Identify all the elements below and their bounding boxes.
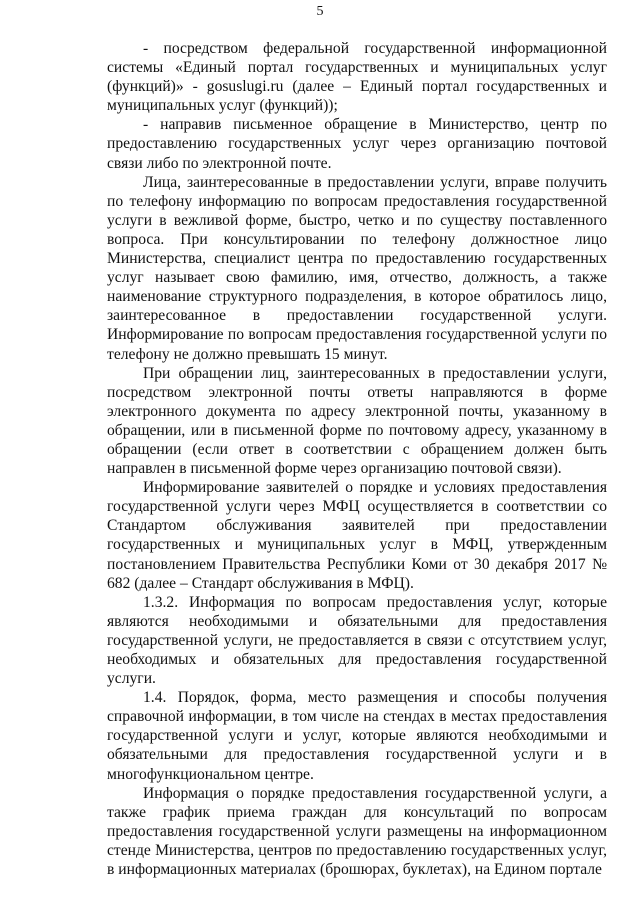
body-text: [107, 39, 607, 879]
paragraph-mfc-informing: Информирование заявителей о порядке и условиях предоставления государственной услуги через МФЦ осуществляется в соответствии со Стандартом обслуживания заявителей при предоставлении государственных и муниципальных услуг в МФЦ, утвержденным постановлением Правительства Республики Коми от 30 декабря 2017 № 682 (далее – Стандарт обслуживания в МФЦ).: [107, 479, 607, 592]
paragraph-email-response: При обращении лиц, заинтересованных в предоставлении услуги, посредством электронной почты ответы направляются в форме электронного документа по адресу электронной почты, указанному в обращении, или в письменной форме по почтовому адресу, указанному в обращении (если ответ в соответствии с обращением должен быть направлен в письменной форме через организацию почтовой связи).: [107, 364, 607, 478]
paragraph-written-request: - направив письменное обращение в Министерство, центр по предоставлению государственных услуг через организацию почтовой связи либо по электронной почте.: [107, 116, 607, 172]
paragraph-phone-consultation: Лица, заинтересованные в предоставлении услуги, вправе получить по телефону информацию по вопросам предоставления государственной услуги в вежливой форме, быстро, четко и по существу поставленного вопроса. При консультировании по телефону должностное лицо Министерства, специалист центра по предоставлению государственных услуг называет свою фамилию, имя, отчество, должность, а также наименование структурного подразделения, в которое обратилось лицо, заинтересованное в предоставлении государственной услуги. Информирование по вопросам предоставления государственной услуги по телефону не должно превышать 15 минут.: [107, 173, 607, 363]
paragraph-gosuslugi-portal: - посредством федеральной государственной информационной системы «Единый портал государственных и муниципальных услуг (функций)» - gosuslugi.ru (далее – Единый портал государственных и муниципальных услуг (функций));: [107, 40, 607, 115]
paragraph-info-placement: Информация о порядке предоставления государственной услуги, а также график приема граждан для консультаций по вопросам предоставления государственной услуги размещены на информационном стенде Министерства, центров по предоставлению государственных услуг, в информационных материалах (брошюрах, буклетах), на Едином портале: [107, 784, 607, 879]
page-number: 5: [316, 4, 324, 19]
paragraph-1-4: 1.4. Порядок, форма, место размещения и способы получения справочной информации, в том числе на стендах в местах предоставления государственной услуги и услуг, которые являются необходимыми и обязательными для предоставления государственной услуги и в многофункциональном центре.: [107, 689, 607, 783]
paragraph-1-3-2: 1.3.2. Информация по вопросам предоставления услуг, которые являются необходимыми и обязательными для предоставления государственной услуги, не предоставляется в связи с отсутствием услуг, необходимых и обязательных для предоставления государственной услуги.: [107, 593, 607, 688]
